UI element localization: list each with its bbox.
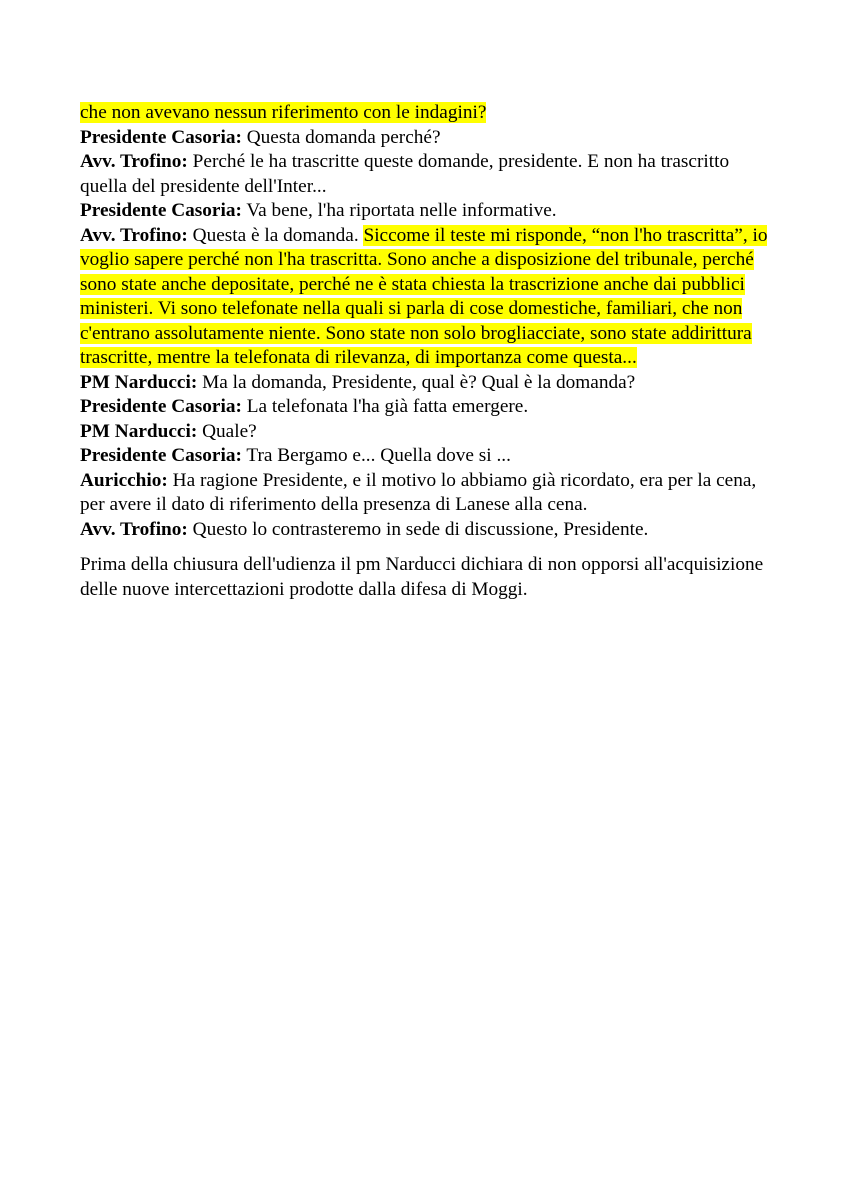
speech-text: Ma la domanda, Presidente, qual è? Qual è la domanda? xyxy=(197,371,636,393)
speaker-name: Presidente Casoria: xyxy=(80,200,242,221)
transcript-line xyxy=(80,444,780,469)
transcript-line xyxy=(80,101,780,126)
speech-text: Va bene, l'ha riportata nelle informative. xyxy=(241,200,557,221)
speaker-name: Presidente Casoria: xyxy=(80,445,242,466)
speaker-name: Auricchio: xyxy=(80,469,168,491)
transcript-line xyxy=(80,469,780,518)
speech-text: La telefonata l'ha già fatta emergere. xyxy=(241,396,529,417)
speaker-name: PM Narducci: xyxy=(80,420,198,442)
speech-text: Quale? xyxy=(197,420,257,442)
document-page xyxy=(80,101,780,602)
speech-text: Perché le ha trascritte queste domande, presidente. E non ha trascritto quella del presidente dell'Inter... xyxy=(80,151,730,197)
speech-text: Tra Bergamo e... Quella dove si ... xyxy=(241,445,511,466)
speaker-name: Avv. Trofino: xyxy=(80,224,188,246)
highlighted-text: Siccome il teste mi risponde, “non l'ho trascritta”, io voglio sapere perché non l'ha trascritta. Sono anche a disposizione del tribunale, perché sono state anche depositate, perché ne è stata chiesta la trascrizione anche dai pubblici ministeri. Vi sono telefonate nella quali si parla di cose domestiche, familiari, che non c'entrano assolutamente niente. Sono state non solo brogliacciate, sono state addirittura trascritte, mentre la telefonata di rilevanza, di importanza come questa... xyxy=(80,224,768,368)
transcript-line xyxy=(80,126,780,151)
transcript-line xyxy=(80,150,780,199)
closing-paragraph: Prima della chiusura dell'udienza il pm Narducci dichiara di non opporsi all'acquisizione delle nuove intercettazioni prodotte dalla difesa di Moggi. xyxy=(80,554,764,600)
speaker-name: Avv. Trofino: xyxy=(80,151,188,172)
speaker-name: Avv. Trofino: xyxy=(80,518,188,540)
transcript-line xyxy=(80,518,780,543)
transcript-line xyxy=(80,420,780,445)
speech-text: Questa è la domanda. xyxy=(187,224,364,246)
speaker-name: PM Narducci: xyxy=(80,371,198,393)
speech-text: Questo lo contrasteremo in sede di discussione, Presidente. xyxy=(187,518,649,540)
transcript-line xyxy=(80,395,780,420)
speech-text: Questa domanda perché? xyxy=(241,126,441,148)
transcript xyxy=(80,101,780,542)
transcript-line xyxy=(80,371,780,396)
speaker-name: Presidente Casoria: xyxy=(80,126,242,148)
speech-text: Ha ragione Presidente, e il motivo lo abbiamo già ricordato, era per la cena, per avere il dato di riferimento della presenza di Lanese alla cena. xyxy=(80,469,757,515)
highlighted-text: che non avevano nessun riferimento con le indagini? xyxy=(80,102,487,123)
speaker-name: Presidente Casoria: xyxy=(80,396,242,417)
transcript-line xyxy=(80,224,780,371)
transcript-line xyxy=(80,199,780,224)
